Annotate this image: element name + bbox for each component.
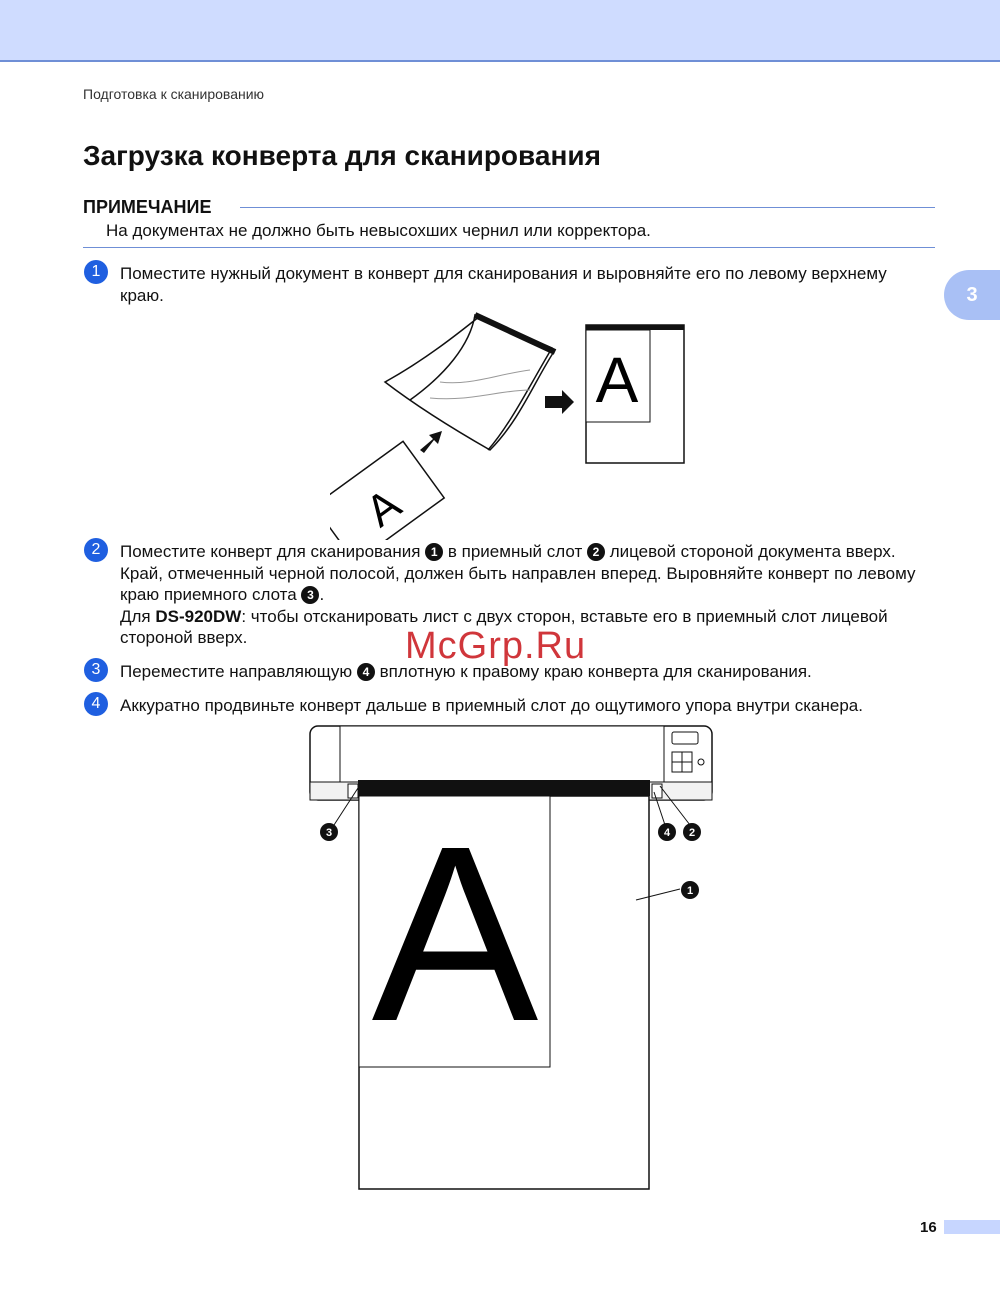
note-divider-bottom <box>83 247 935 248</box>
step-3-number: 3 <box>84 658 108 682</box>
step-2-note-text: : чтобы отсканировать лист с двух сторон, вставьте его в приемный слот лицевой стороной вверх. <box>120 606 888 647</box>
callout-2-icon: 2 <box>587 543 605 561</box>
step-2-text-part: лицевой стороной документа вверх. Край, отмеченный черной полосой, должен быть направлен вперед. Выровняйте конверт по левому краю приемного слота <box>120 542 916 604</box>
callout-1-icon: 1 <box>425 543 443 561</box>
step-2-note-prefix: Для <box>120 606 156 626</box>
callout-3-marker <box>320 823 338 841</box>
step-4-text: Аккуратно продвиньте конверт дальше в приемный слот до ощутимого упора внутри сканера. <box>120 696 863 715</box>
aligned-result-illustration <box>586 325 684 463</box>
note-divider-top <box>240 207 935 208</box>
svg-text:3: 3 <box>325 827 333 839</box>
step-2-text-part: Поместите конверт для сканирования <box>120 542 426 561</box>
svg-text:1: 1 <box>686 885 694 897</box>
top-header-band <box>0 0 1000 62</box>
svg-text:4: 4 <box>663 827 671 839</box>
step-2-text-part: в приемный слот <box>443 542 587 561</box>
step-4-number: 4 <box>84 692 108 716</box>
model-name: DS-920DW <box>155 606 242 626</box>
svg-text:2: 2 <box>688 827 696 839</box>
watermark: McGrp.Ru <box>405 625 587 667</box>
envelope-sheets-illustration <box>385 315 555 450</box>
step-2-number: 2 <box>84 538 108 562</box>
note-text: На документах не должно быть невысохших чернил или корректора. <box>106 221 651 240</box>
page-number-bar <box>944 1220 1000 1234</box>
page-number: 16 <box>920 1219 937 1236</box>
step-1-number: 1 <box>84 260 108 284</box>
document-sheet <box>330 441 444 540</box>
callout-2-marker <box>683 823 701 841</box>
scanner-figure <box>300 722 720 1194</box>
chapter-tab: 3 <box>944 270 1000 320</box>
breadcrumb: Подготовка к сканированию <box>83 86 265 102</box>
step-1-text: Поместите нужный документ в конверт для сканирования и выровняйте его по левому верхнему краю. <box>120 264 887 305</box>
page-title: Загрузка конверта для сканирования <box>83 140 601 171</box>
step-3-text-part: Переместите направляющую <box>120 662 357 681</box>
note-heading: ПРИМЕЧАНИЕ <box>83 197 212 217</box>
envelope-insert-figure <box>330 310 690 540</box>
callout-3-icon: 3 <box>301 586 319 604</box>
callout-4-icon: 4 <box>357 663 375 681</box>
document-large-letter: A <box>371 794 539 1073</box>
step-2-text-part: . <box>319 585 325 604</box>
result-letter: A <box>595 344 639 416</box>
step-3-text-part: вплотную к правому краю конверта для сканирования. <box>374 662 812 681</box>
result-arrow-icon <box>545 390 574 414</box>
document-letter: A <box>357 479 410 537</box>
callout-1-marker <box>681 881 699 899</box>
insert-arrow-icon <box>420 431 442 453</box>
callout-4-marker <box>658 823 676 841</box>
